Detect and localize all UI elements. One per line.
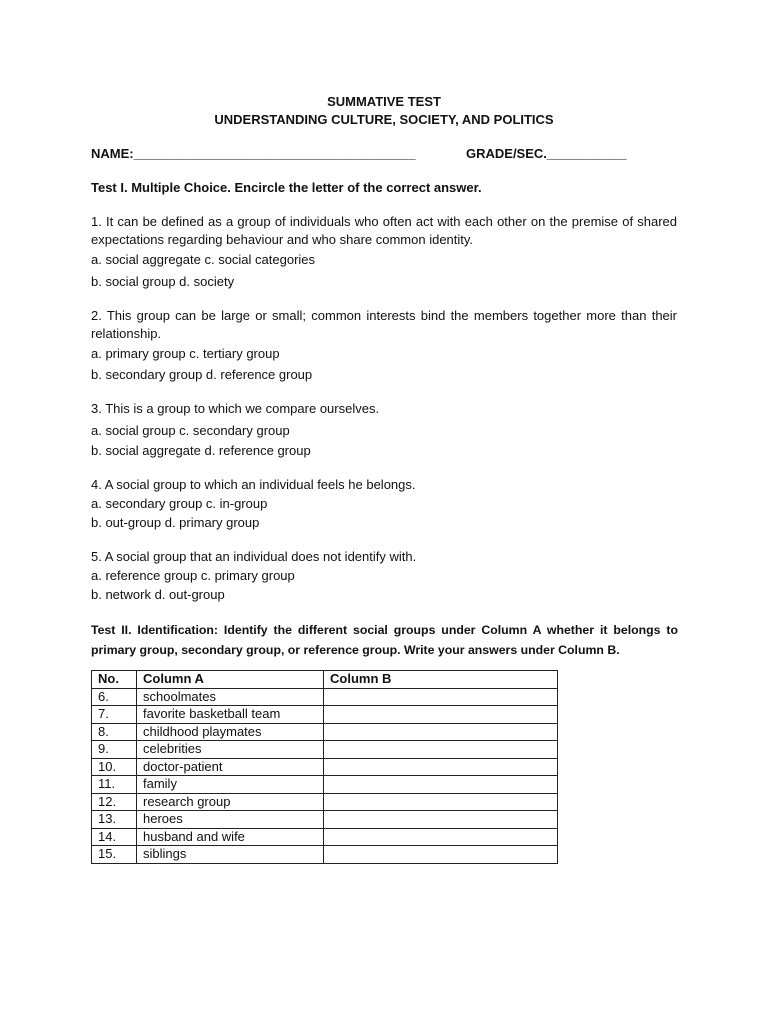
row-number: 11. bbox=[92, 776, 137, 794]
row-number: 15. bbox=[92, 846, 137, 864]
row-number: 14. bbox=[92, 828, 137, 846]
column-b-answer-cell[interactable] bbox=[324, 723, 558, 741]
table-row bbox=[92, 741, 558, 759]
question-1-options-b-d: b. social group d. society bbox=[91, 274, 235, 289]
column-b-answer-cell[interactable] bbox=[324, 741, 558, 759]
row-number: 9. bbox=[92, 741, 137, 759]
table-row bbox=[92, 758, 558, 776]
column-a-cell: research group bbox=[137, 793, 324, 811]
table-row bbox=[92, 723, 558, 741]
test1-instruction: Test I. Multiple Choice. Encircle the letter of the correct answer. bbox=[91, 180, 482, 195]
question-1-text: 1. It can be defined as a group of individuals who often act with each other on the premise of shared expectations regarding behaviour and who share common identity. bbox=[91, 214, 677, 247]
question-5-options-b-d: b. network d. out-group bbox=[91, 587, 225, 602]
row-number: 8. bbox=[92, 723, 137, 741]
question-1-options-a-c: a. social aggregate c. social categories bbox=[91, 252, 316, 267]
test2-instruction: Test II. Identification: Identify the different social groups under Column A whether it belongs to primary group, secondary group, or reference group. Write your answers under Column B. bbox=[91, 623, 678, 657]
column-a-cell: siblings bbox=[137, 846, 324, 864]
column-a-cell: doctor-patient bbox=[137, 758, 324, 776]
question-4-text: 4. A social group to which an individual feels he belongs. bbox=[91, 477, 416, 492]
column-a-cell: husband and wife bbox=[137, 828, 324, 846]
column-a-cell: schoolmates bbox=[137, 688, 324, 706]
row-number: 12. bbox=[92, 793, 137, 811]
header-column-a: Column A bbox=[137, 671, 324, 689]
column-b-answer-cell[interactable] bbox=[324, 846, 558, 864]
question-5-options-a-c: a. reference group c. primary group bbox=[91, 568, 295, 583]
grade-section-field-label: GRADE/SEC.___________ bbox=[466, 146, 627, 161]
document-title: SUMMATIVE TEST bbox=[327, 94, 441, 109]
column-b-answer-cell[interactable] bbox=[324, 793, 558, 811]
column-a-cell: childhood playmates bbox=[137, 723, 324, 741]
column-b-answer-cell[interactable] bbox=[324, 706, 558, 724]
table-row bbox=[92, 688, 558, 706]
question-2-options-b-d: b. secondary group d. reference group bbox=[91, 367, 313, 382]
question-2-options-a-c: a. primary group c. tertiary group bbox=[91, 346, 280, 361]
table-row bbox=[92, 776, 558, 794]
row-number: 10. bbox=[92, 758, 137, 776]
table-row bbox=[92, 811, 558, 829]
header-no: No. bbox=[92, 671, 137, 689]
column-b-answer-cell[interactable] bbox=[324, 758, 558, 776]
row-number: 13. bbox=[92, 811, 137, 829]
question-3-text: 3. This is a group to which we compare ourselves. bbox=[91, 401, 380, 416]
column-b-answer-cell[interactable] bbox=[324, 776, 558, 794]
header-column-b: Column B bbox=[324, 671, 558, 689]
column-b-answer-cell[interactable] bbox=[324, 688, 558, 706]
document-subtitle: UNDERSTANDING CULTURE, SOCIETY, AND POLITICS bbox=[214, 112, 554, 127]
question-2-text: 2. This group can be large or small; common interests bind the members together more than their relationship. bbox=[91, 308, 677, 341]
question-4-options-a-c: a. secondary group c. in-group bbox=[91, 496, 268, 511]
table-row bbox=[92, 846, 558, 864]
column-b-answer-cell[interactable] bbox=[324, 811, 558, 829]
table-row bbox=[92, 828, 558, 846]
row-number: 7. bbox=[92, 706, 137, 724]
identification-table bbox=[91, 670, 558, 864]
table-row bbox=[92, 793, 558, 811]
column-a-cell: celebrities bbox=[137, 741, 324, 759]
row-number: 6. bbox=[92, 688, 137, 706]
name-field-label: NAME:_______________________________________ bbox=[91, 146, 416, 161]
question-3-options-a-c: a. social group c. secondary group bbox=[91, 423, 290, 438]
column-a-cell: favorite basketball team bbox=[137, 706, 324, 724]
column-b-answer-cell[interactable] bbox=[324, 828, 558, 846]
question-5-text: 5. A social group that an individual does not identify with. bbox=[91, 549, 417, 564]
column-a-cell: family bbox=[137, 776, 324, 794]
question-4-options-b-d: b. out-group d. primary group bbox=[91, 515, 260, 530]
question-3-options-b-d: b. social aggregate d. reference group bbox=[91, 443, 311, 458]
table-header-row bbox=[92, 671, 558, 689]
column-a-cell: heroes bbox=[137, 811, 324, 829]
table-row bbox=[92, 706, 558, 724]
